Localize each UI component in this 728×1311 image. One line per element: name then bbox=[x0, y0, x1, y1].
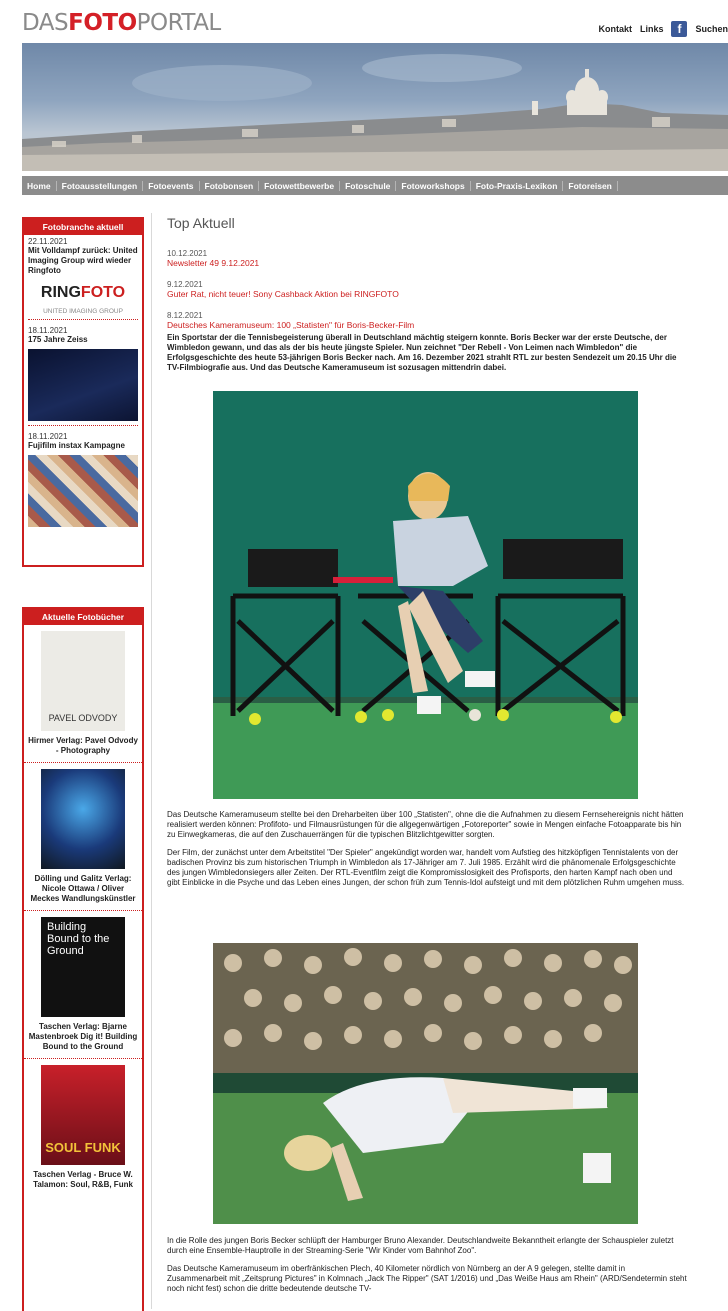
article-body-1 bbox=[167, 810, 687, 896]
book-cover[interactable] bbox=[41, 1065, 125, 1165]
header-banner bbox=[22, 43, 728, 171]
article-body-2 bbox=[167, 1236, 687, 1302]
nav-fotoausstellungen[interactable]: Fotoausstellungen bbox=[57, 181, 144, 191]
book-item[interactable] bbox=[24, 762, 142, 910]
sidebar-news-box bbox=[22, 217, 144, 567]
ringfoto-foto: FOTO bbox=[80, 284, 126, 301]
nav-fotoreisen[interactable]: Fotoreisen bbox=[563, 181, 617, 191]
news-item-link[interactable]: Deutsches Kameramuseum: 100 „Statisten" für Boris-Becker-Film bbox=[167, 320, 415, 330]
article-paragraph: Der Film, der zunächst unter dem Arbeitstitel "Der Spieler" angekündigt worden war, handelt vom Aufstieg des hitzköpfigen Tennistalents von der badischen Provinz bis zum historischen Triumph in Wimbledon als 17-Jähriger am 7. Juli 1985. Erzählt wird die phänomenale Erfolgsgeschichte des jungen Wimbledonsiegers aller Zeiten. Der RTL-Eventfilm zeigt die Kompromisslosigkeit des Profisports, den harten Kampf nach oben und gibt Einblicke in die Psyche und das Leben eines Jungen, der schon früh zum Tennis-Idol aufsteigt und mit dem plötzlichen Ruhm umgehen muss. bbox=[167, 848, 685, 887]
nav-foto-praxis-lexikon[interactable]: Foto-Praxis-Lexikon bbox=[471, 181, 564, 191]
news-date: 18.11.2021 bbox=[28, 326, 68, 335]
sidebar-books-box bbox=[22, 607, 144, 1311]
news-title[interactable]: Mit Volldampf zurück: United Imaging Group wird wieder Ringfoto bbox=[28, 246, 138, 275]
news-title[interactable]: 175 Jahre Zeiss bbox=[28, 335, 88, 344]
article-lead: Ein Sportstar der die Tennisbegeisterung überall in Deutschland mächtig steigern konnte. Boris Becker war der erste Deutsche, der Wimbledon gewann, und das als der bis heute jüngste Spieler. Nun zeichnet "Der Rebell - Von Leimen nach Wimbledon" die Erfolgsgeschichte des heute 53-jährigen Boris Becker nach. Am 16. Dezember 2021 strahlt RTL zur besten Sendezeit um 20.15 Uhr die TV-Filmbiografie aus. Und das Deutsche Kameramuseum ist sozusagen mittendrin dabei. bbox=[167, 333, 677, 372]
ringfoto-ring: RING bbox=[40, 284, 81, 301]
news-item-date: 9.12.2021 bbox=[167, 280, 203, 289]
book-item[interactable] bbox=[24, 1058, 142, 1196]
logo-foto: FOTO bbox=[68, 10, 137, 36]
nav-fotobonsen[interactable]: Fotobonsen bbox=[200, 181, 260, 191]
photo-player-diving bbox=[213, 943, 638, 1224]
page-title: Top Aktuell bbox=[167, 215, 235, 231]
ringfoto-logo bbox=[28, 284, 138, 315]
book-item[interactable] bbox=[24, 625, 142, 762]
news-list bbox=[167, 249, 687, 330]
logo-portal: PORTAL bbox=[136, 10, 221, 36]
book-cover-title: SOUL FUNK bbox=[45, 1140, 121, 1155]
article-photo-chairs bbox=[213, 391, 638, 799]
book-item[interactable] bbox=[24, 910, 142, 1058]
zeiss-thumbnail[interactable] bbox=[28, 349, 138, 421]
article-paragraph: Das Deutsche Kameramuseum stellte bei den Dreharbeiten über 100 „Statisten", ohne die die Aufnahmen zu diesem Fernsehereignis nicht hätten realisiert werden können: Profifoto- und Filmausrüstungen für die allgegenwärtigen „Fotoreporter" sowie in Mengen einfache Fotoapparate bis hin zu Einwegkameras, die auf den Zuschauerrängen für die typischen Blitzlichtgewitter sorgten. bbox=[167, 810, 684, 839]
book-caption: Dölling und Galitz Verlag: Nicole Ottawa / Oliver Meckes Wandlungskünstler bbox=[30, 874, 136, 903]
nav-fotowettbewerbe[interactable]: Fotowettbewerbe bbox=[259, 181, 340, 191]
book-caption: Taschen Verlag: Bjarne Mastenbroek Dig it! Building Bound to the Ground bbox=[28, 1022, 138, 1051]
link-links[interactable]: Links bbox=[639, 24, 664, 34]
news-title[interactable]: Fujifilm instax Kampagne bbox=[28, 441, 125, 450]
link-kontakt[interactable]: Kontakt bbox=[598, 24, 632, 34]
book-cover[interactable] bbox=[41, 769, 125, 869]
instax-thumbnail[interactable] bbox=[28, 455, 138, 527]
book-caption: Taschen Verlag - Bruce W. Talamon: Soul, R&B, Funk bbox=[33, 1170, 133, 1189]
book-cover[interactable] bbox=[41, 631, 125, 731]
book-cover-title: Building Bound to the Ground bbox=[47, 921, 110, 957]
book-caption: Hirmer Verlag: Pavel Odvody - Photography bbox=[28, 736, 138, 755]
book-cover[interactable] bbox=[41, 917, 125, 1017]
news-item-date: 8.12.2021 bbox=[167, 311, 203, 320]
nav-fotoworkshops[interactable]: Fotoworkshops bbox=[396, 181, 470, 191]
sidebar-news-heading: Fotobranche aktuell bbox=[24, 219, 142, 235]
site-logo[interactable] bbox=[22, 10, 221, 36]
article-photo-wimbledon bbox=[213, 943, 638, 1224]
top-links bbox=[598, 21, 728, 37]
news-date: 22.11.2021 bbox=[28, 237, 68, 246]
news-item-date: 10.12.2021 bbox=[167, 249, 208, 258]
news-item-link[interactable]: Guter Rat, nicht teuer! Sony Cashback Aktion bei RINGFOTO bbox=[167, 289, 399, 299]
book-cover-title: PAVEL ODVODY bbox=[48, 713, 118, 723]
ringfoto-sub: UNITED IMAGING GROUP bbox=[43, 308, 123, 315]
news-date: 18.11.2021 bbox=[28, 432, 68, 441]
nav-home[interactable]: Home bbox=[22, 181, 57, 191]
main-nav bbox=[22, 176, 728, 195]
nav-fotoschule[interactable]: Fotoschule bbox=[340, 181, 396, 191]
sidebar-books-heading: Aktuelle Fotobücher bbox=[24, 609, 142, 625]
nav-fotoevents[interactable]: Fotoevents bbox=[143, 181, 199, 191]
link-suchen[interactable]: Suchen bbox=[695, 24, 728, 34]
photo-player-seated bbox=[213, 391, 638, 799]
column-divider bbox=[151, 213, 152, 1309]
logo-das: DAS bbox=[22, 10, 69, 36]
article-paragraph: In die Rolle des jungen Boris Becker schlüpft der Hamburger Bruno Alexander. Deutschlandweite Bekanntheit erlangte der Schauspieler zuletzt durch eine Ensemble-Hauptrolle in der Streaming-Serie "Wir Kinder vom Bahnhof Zoo". bbox=[167, 1236, 674, 1255]
paris-skyline-image bbox=[22, 43, 728, 171]
news-item-link[interactable]: Newsletter 49 9.12.2021 bbox=[167, 258, 260, 268]
facebook-icon[interactable]: f bbox=[671, 21, 687, 37]
article-paragraph: Das Deutsche Kameramuseum im oberfränkischen Plech, 40 Kilometer nördlich von Nürnberg an der A 9 gelegen, stellte damit in Zusammenarbeit mit „Zeitsprung Pictures" in Kolmnach „Jack The Ripper" (SAT 1/2016) und „Das Weiße Haus am Rhein" (ARD/Sendetermin steht noch nicht fest) schon die dritte bedeutende deutsche TV- bbox=[167, 1264, 687, 1293]
main-content bbox=[167, 215, 687, 381]
